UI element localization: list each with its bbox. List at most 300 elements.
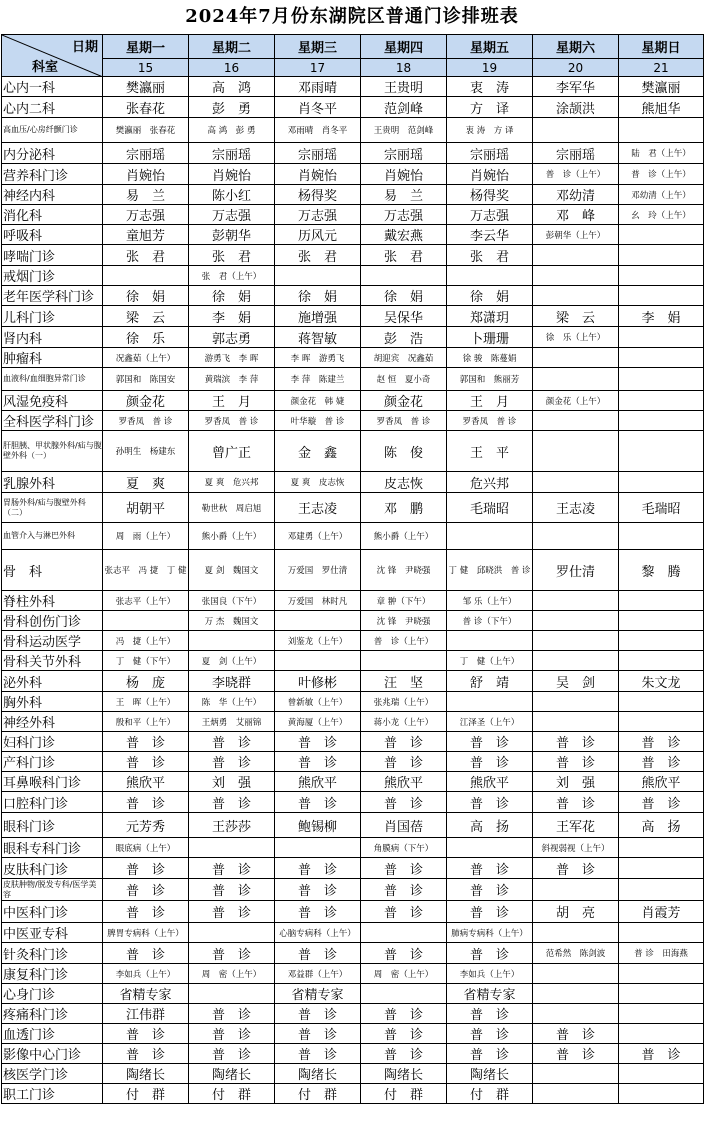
day-header: 星期五 (447, 35, 533, 59)
dept-name: 心内一科 (2, 77, 103, 97)
dept-name: 风湿免疫科 (2, 391, 103, 411)
schedule-cell: 张 君（上午） (189, 266, 275, 286)
schedule-cell: 杨得奖 (275, 185, 361, 205)
table-row (2, 368, 704, 391)
schedule-cell (619, 245, 704, 266)
schedule-cell: 普 诊 (361, 792, 447, 813)
schedule-cell: 李 娟 (619, 306, 704, 327)
schedule-cell: 卜珊珊 (447, 327, 533, 348)
schedule-cell: 普 诊 (103, 943, 189, 964)
dept-name: 血透门诊 (2, 1024, 103, 1044)
schedule-cell: 高 鸿 (189, 77, 275, 97)
schedule-cell (619, 611, 704, 631)
schedule-cell (619, 984, 704, 1004)
schedule-cell: 陶绪长 (275, 1064, 361, 1084)
schedule-cell: 李 萍 陈建兰 (275, 368, 361, 391)
schedule-cell: 张 君 (361, 245, 447, 266)
schedule-cell: 肖婉怡 (103, 164, 189, 185)
schedule-cell: 普 诊 (361, 1044, 447, 1064)
schedule-cell (275, 611, 361, 631)
schedule-cell: 李云华 (447, 225, 533, 245)
schedule-cell (533, 1004, 619, 1024)
schedule-cell: 普 诊 田海燕 (619, 943, 704, 964)
schedule-cell: 万志强 (361, 205, 447, 225)
header-date-row (2, 59, 704, 77)
dept-name: 内分泌科 (2, 143, 103, 164)
schedule-cell: 普 诊 (619, 732, 704, 752)
schedule-cell: 普 诊 (275, 1024, 361, 1044)
schedule-cell: 王贵明 范剑峰 (361, 118, 447, 143)
schedule-cell: 普 诊（下午） (447, 611, 533, 631)
schedule-cell (533, 591, 619, 611)
schedule-cell: 汪 坚 (361, 671, 447, 692)
table-row (2, 858, 704, 879)
schedule-cell: 刘鉴龙（上午） (275, 631, 361, 651)
schedule-cell (533, 964, 619, 984)
schedule-cell: 刘 强 (533, 772, 619, 792)
schedule-cell: 普 诊 (533, 792, 619, 813)
schedule-cell: 衷 涛 (447, 77, 533, 97)
schedule-cell: 付 群 (189, 1084, 275, 1104)
schedule-cell: 普 诊 (189, 858, 275, 879)
schedule-cell (103, 611, 189, 631)
schedule-cell: 涂颉洪 (533, 97, 619, 118)
dept-name: 皮肤肿物/脱发专科/医学美容 (2, 879, 103, 901)
schedule-cell: 周 密（上午） (361, 964, 447, 984)
schedule-cell (533, 368, 619, 391)
table-row (2, 266, 704, 286)
schedule-cell: 陶绪长 (361, 1064, 447, 1084)
table-row (2, 732, 704, 752)
schedule-cell: 万志强 (189, 205, 275, 225)
dept-name: 戒烟门诊 (2, 266, 103, 286)
dept-name: 营养科门诊 (2, 164, 103, 185)
schedule-cell: 万志强 (103, 205, 189, 225)
schedule-cell (619, 651, 704, 671)
schedule-cell: 熊欣平 (275, 772, 361, 792)
schedule-cell: 鲍锡柳 (275, 813, 361, 838)
schedule-cell (619, 1064, 704, 1084)
schedule-cell: 范剑峰 (361, 97, 447, 118)
schedule-cell: 徐 娟 (447, 286, 533, 306)
schedule-cell (189, 631, 275, 651)
table-row (2, 493, 704, 523)
dept-name: 高血压/心房纤颤门诊 (2, 118, 103, 143)
schedule-cell: 邓建勇（上午） (275, 523, 361, 550)
schedule-cell: 皮志恢 (361, 472, 447, 493)
schedule-cell: 王 平 (447, 431, 533, 472)
schedule-cell (275, 838, 361, 858)
table-row (2, 792, 704, 813)
schedule-cell: 徐 娟 (361, 286, 447, 306)
schedule-cell (619, 286, 704, 306)
day-header: 星期四 (361, 35, 447, 59)
table-row (2, 348, 704, 368)
dept-name: 泌外科 (2, 671, 103, 692)
schedule-cell: 普 诊 (447, 792, 533, 813)
dept-name: 血液科/血细胞异常门诊 (2, 368, 103, 391)
page-title: 2024年7月份东湖院区普通门诊排班表 (185, 6, 519, 27)
schedule-cell: 万 杰 魏国文 (189, 611, 275, 631)
schedule-cell (619, 472, 704, 493)
schedule-cell: 陶绪长 (189, 1064, 275, 1084)
schedule-cell: 危兴邦 (447, 472, 533, 493)
schedule-cell: 李 娟 (189, 306, 275, 327)
schedule-cell (619, 327, 704, 348)
schedule-cell: 普 诊 (275, 792, 361, 813)
table-row (2, 411, 704, 431)
schedule-cell (533, 118, 619, 143)
schedule-cell (619, 858, 704, 879)
date-header: 19 (447, 59, 533, 77)
dept-name: 肝胆胰、甲状腺外科/疝与腹壁外科（一） (2, 431, 103, 472)
schedule-cell: 肖婉怡 (361, 164, 447, 185)
dept-name: 眼科门诊 (2, 813, 103, 838)
schedule-cell (619, 431, 704, 472)
schedule-cell: 高 扬 (447, 813, 533, 838)
schedule-cell: 普 诊 (361, 1004, 447, 1024)
table-row (2, 813, 704, 838)
schedule-cell: 普 诊 (619, 1044, 704, 1064)
schedule-cell: 陶绪长 (103, 1064, 189, 1084)
dept-name: 康复科门诊 (2, 964, 103, 984)
dept-name: 全科医学科门诊 (2, 411, 103, 431)
schedule-cell: 普 诊 (533, 732, 619, 752)
schedule-cell: 省精专家 (447, 984, 533, 1004)
schedule-cell (619, 1024, 704, 1044)
dept-name: 肾内科 (2, 327, 103, 348)
schedule-cell (619, 368, 704, 391)
table-row (2, 651, 704, 671)
schedule-cell: 冯 捷（上午） (103, 631, 189, 651)
schedule-cell: 沈 锋 尹晓强 (361, 550, 447, 591)
dept-name: 肿瘤科 (2, 348, 103, 368)
schedule-cell: 彭 勇 (189, 97, 275, 118)
schedule-cell: 高 鸿 彭 勇 (189, 118, 275, 143)
schedule-cell: 普 诊 (103, 879, 189, 901)
dept-name: 神经内科 (2, 185, 103, 205)
schedule-cell (275, 651, 361, 671)
schedule-cell: 普 诊 (447, 732, 533, 752)
table-row (2, 472, 704, 493)
schedule-cell: 普 诊 (447, 752, 533, 772)
schedule-cell: 张春花 (103, 97, 189, 118)
dept-name: 骨科创伤门诊 (2, 611, 103, 631)
schedule-cell (447, 266, 533, 286)
schedule-cell: 万爱国 罗仕清 (275, 550, 361, 591)
schedule-cell: 勒世秋 周启旭 (189, 493, 275, 523)
schedule-cell: 杨 庞 (103, 671, 189, 692)
schedule-cell: 蒋智敏 (275, 327, 361, 348)
schedule-cell: 熊欣平 (361, 772, 447, 792)
table-row (2, 306, 704, 327)
schedule-cell (189, 923, 275, 943)
date-header: 17 (275, 59, 361, 77)
schedule-cell: 毛瑞昭 (619, 493, 704, 523)
schedule-cell: 普 诊 (275, 858, 361, 879)
schedule-cell: 曾新敏（上午） (275, 692, 361, 712)
schedule-cell (619, 692, 704, 712)
schedule-cell (619, 838, 704, 858)
table-row (2, 327, 704, 348)
table-row (2, 1004, 704, 1024)
schedule-cell: 普 诊 (533, 1044, 619, 1064)
schedule-cell: 王炳勇 艾丽锦 (189, 712, 275, 732)
schedule-cell (361, 923, 447, 943)
schedule-cell: 叶华璇 普 诊 (275, 411, 361, 431)
schedule-cell: 陈 华（上午） (189, 692, 275, 712)
schedule-cell (533, 411, 619, 431)
schedule-cell: 王 月 (447, 391, 533, 411)
schedule-cell: 肖婉怡 (275, 164, 361, 185)
schedule-cell: 徐 乐 (103, 327, 189, 348)
schedule-cell: 游勇飞 李 晖 (189, 348, 275, 368)
day-header: 星期一 (103, 35, 189, 59)
schedule-cell: 脾胃专病科（上午） (103, 923, 189, 943)
schedule-cell: 普 诊 (103, 901, 189, 923)
schedule-cell: 王 晖（上午） (103, 692, 189, 712)
schedule-cell: 肖婉怡 (189, 164, 275, 185)
dept-name: 疼痛科门诊 (2, 1004, 103, 1024)
corner-date-label: 日期 (71, 40, 98, 55)
table-row (2, 879, 704, 901)
schedule-cell: 高 扬 (619, 813, 704, 838)
schedule-cell: 黎 腾 (619, 550, 704, 591)
schedule-cell (619, 391, 704, 411)
dept-name: 呼吸科 (2, 225, 103, 245)
table-row (2, 286, 704, 306)
schedule-cell: 邓幼清 (533, 185, 619, 205)
schedule-cell: 普 诊 (533, 858, 619, 879)
schedule-cell: 况鑫茹（上午） (103, 348, 189, 368)
schedule-cell: 夏 剑（上午） (189, 651, 275, 671)
schedule-cell: 熊欣平 (447, 772, 533, 792)
schedule-cell: 普 诊 (533, 1024, 619, 1044)
schedule-cell: 丁 健（上午） (447, 651, 533, 671)
table-row (2, 550, 704, 591)
schedule-cell: 王志凌 (275, 493, 361, 523)
schedule-cell: 毛瑞昭 (447, 493, 533, 523)
table-row (2, 205, 704, 225)
schedule-cell (619, 225, 704, 245)
schedule-cell: 孙明生 杨建东 (103, 431, 189, 472)
schedule-cell: 普 诊 (361, 858, 447, 879)
table-row (2, 77, 704, 97)
table-row (2, 671, 704, 692)
schedule-cell (533, 611, 619, 631)
schedule-cell: 叶修彬 (275, 671, 361, 692)
schedule-cell: 金 鑫 (275, 431, 361, 472)
dept-name: 哮喘门诊 (2, 245, 103, 266)
schedule-cell (533, 651, 619, 671)
dept-name: 眼科专科门诊 (2, 838, 103, 858)
schedule-cell (619, 266, 704, 286)
schedule-cell: 邓雨晴 (275, 77, 361, 97)
schedule-cell: 彭朝华（上午） (533, 225, 619, 245)
schedule-cell: 沈 锋 尹晓强 (361, 611, 447, 631)
schedule-cell: 王贵明 (361, 77, 447, 97)
schedule-cell: 张 君 (447, 245, 533, 266)
table-row (2, 431, 704, 472)
schedule-cell (447, 838, 533, 858)
schedule-cell: 黄海厦（上午） (275, 712, 361, 732)
schedule-cell: 邓幼清（上午） (619, 185, 704, 205)
dept-name: 耳鼻喉科门诊 (2, 772, 103, 792)
schedule-cell: 张国良（下午） (189, 591, 275, 611)
table-row (2, 164, 704, 185)
schedule-cell: 童旭芳 (103, 225, 189, 245)
schedule-cell: 李如兵（上午） (447, 964, 533, 984)
schedule-cell: 普 诊 (189, 879, 275, 901)
date-header: 16 (189, 59, 275, 77)
schedule-cell: 邹 乐（上午） (447, 591, 533, 611)
day-header: 星期三 (275, 35, 361, 59)
schedule-cell: 普 诊 (103, 752, 189, 772)
date-header: 18 (361, 59, 447, 77)
schedule-cell: 颜金花 (103, 391, 189, 411)
schedule-cell: 徐 骏 陈蔓娟 (447, 348, 533, 368)
schedule-cell: 肖霞芳 (619, 901, 704, 923)
schedule-cell: 江泽圣（上午） (447, 712, 533, 732)
schedule-cell: 宗丽瑶 (189, 143, 275, 164)
schedule-table (1, 34, 704, 1104)
schedule-cell: 普 诊 (361, 901, 447, 923)
table-row (2, 391, 704, 411)
schedule-cell: 邓益群（上午） (275, 964, 361, 984)
schedule-cell: 王莎莎 (189, 813, 275, 838)
dept-name: 核医学门诊 (2, 1064, 103, 1084)
schedule-cell: 熊小爵（上午） (189, 523, 275, 550)
schedule-cell: 普 诊 (189, 732, 275, 752)
schedule-cell: 熊旭华 (619, 97, 704, 118)
schedule-cell: 普 诊 (619, 792, 704, 813)
schedule-cell (533, 984, 619, 1004)
schedule-cell (619, 964, 704, 984)
dept-name: 皮肤科门诊 (2, 858, 103, 879)
schedule-cell: 宗丽瑶 (275, 143, 361, 164)
schedule-cell (533, 286, 619, 306)
schedule-cell: 熊欣平 (103, 772, 189, 792)
schedule-cell: 普 诊 (533, 752, 619, 772)
schedule-cell (533, 472, 619, 493)
schedule-cell: 戴宏燕 (361, 225, 447, 245)
day-header: 星期二 (189, 35, 275, 59)
dept-name: 针灸科门诊 (2, 943, 103, 964)
schedule-cell: 普 诊 (189, 943, 275, 964)
table-row (2, 523, 704, 550)
schedule-cell: 胡朝平 (103, 493, 189, 523)
dept-name: 儿科门诊 (2, 306, 103, 327)
table-row (2, 611, 704, 631)
schedule-cell: 历风元 (275, 225, 361, 245)
schedule-cell (447, 692, 533, 712)
schedule-cell: 郭国和 陈国安 (103, 368, 189, 391)
table-row (2, 118, 704, 143)
dept-name: 口腔科门诊 (2, 792, 103, 813)
schedule-cell: 肖冬平 (275, 97, 361, 118)
schedule-cell: 樊瀛丽 张春花 (103, 118, 189, 143)
schedule-cell: 付 群 (275, 1084, 361, 1104)
table-row (2, 752, 704, 772)
schedule-cell: 普 诊 (447, 901, 533, 923)
schedule-cell: 吴保华 (361, 306, 447, 327)
schedule-cell (619, 348, 704, 368)
schedule-cell: 罗香凤 普 诊 (447, 411, 533, 431)
dept-name: 骨科关节外科 (2, 651, 103, 671)
schedule-cell: 樊瀛丽 (103, 77, 189, 97)
dept-name: 消化科 (2, 205, 103, 225)
schedule-cell: 罗仕清 (533, 550, 619, 591)
schedule-cell: 舒 靖 (447, 671, 533, 692)
date-header: 20 (533, 59, 619, 77)
schedule-cell: 罗香凤 普 诊 (103, 411, 189, 431)
schedule-cell: 张兆瑞（上午） (361, 692, 447, 712)
schedule-cell: 夏 爽 危兴邦 (189, 472, 275, 493)
day-header: 星期六 (533, 35, 619, 59)
schedule-cell: 陈小红 (189, 185, 275, 205)
schedule-cell: 周 雨（上午） (103, 523, 189, 550)
schedule-cell: 李 晖 游勇飞 (275, 348, 361, 368)
schedule-cell: 彭朝华 (189, 225, 275, 245)
schedule-cell: 普 诊 (447, 1044, 533, 1064)
schedule-cell: 江伟群 (103, 1004, 189, 1024)
schedule-cell: 幺 玲（上午） (619, 205, 704, 225)
table-row (2, 692, 704, 712)
schedule-cell: 张 君 (189, 245, 275, 266)
schedule-cell (533, 923, 619, 943)
table-row (2, 245, 704, 266)
schedule-cell: 范希然 陈剑波 (533, 943, 619, 964)
schedule-cell: 普 诊 (189, 1024, 275, 1044)
schedule-cell: 万志强 (275, 205, 361, 225)
schedule-cell: 赵 恒 夏小奇 (361, 368, 447, 391)
table-row (2, 712, 704, 732)
schedule-cell: 朱文龙 (619, 671, 704, 692)
schedule-cell: 郭志勇 (189, 327, 275, 348)
schedule-cell: 易 兰 (361, 185, 447, 205)
schedule-cell (533, 879, 619, 901)
schedule-cell (619, 923, 704, 943)
schedule-cell: 普 诊 (275, 752, 361, 772)
schedule-cell: 胡 亮 (533, 901, 619, 923)
schedule-cell: 李晓群 (189, 671, 275, 692)
table-row (2, 838, 704, 858)
dept-name: 产科门诊 (2, 752, 103, 772)
schedule-cell: 万志强 (447, 205, 533, 225)
schedule-cell (533, 266, 619, 286)
schedule-cell: 徐 娟 (189, 286, 275, 306)
schedule-cell: 罗香凤 普 诊 (361, 411, 447, 431)
schedule-cell: 易 兰 (103, 185, 189, 205)
schedule-cell (361, 651, 447, 671)
table-row (2, 964, 704, 984)
schedule-cell: 普 诊 (447, 1004, 533, 1024)
schedule-cell (103, 266, 189, 286)
dept-name: 骨科运动医学 (2, 631, 103, 651)
schedule-cell: 张 君 (103, 245, 189, 266)
table-row (2, 1044, 704, 1064)
dept-name: 中医科门诊 (2, 901, 103, 923)
schedule-cell: 彭 浩 (361, 327, 447, 348)
schedule-cell: 胡迎宾 况鑫茹 (361, 348, 447, 368)
dept-name: 血管介入与淋巴外科 (2, 523, 103, 550)
schedule-cell: 刘 强 (189, 772, 275, 792)
schedule-cell: 杨得奖 (447, 185, 533, 205)
schedule-cell: 普 诊 (447, 1024, 533, 1044)
schedule-cell: 吴 剑 (533, 671, 619, 692)
schedule-cell: 普 诊 (189, 1044, 275, 1064)
schedule-cell: 黄瑞滨 李 萍 (189, 368, 275, 391)
